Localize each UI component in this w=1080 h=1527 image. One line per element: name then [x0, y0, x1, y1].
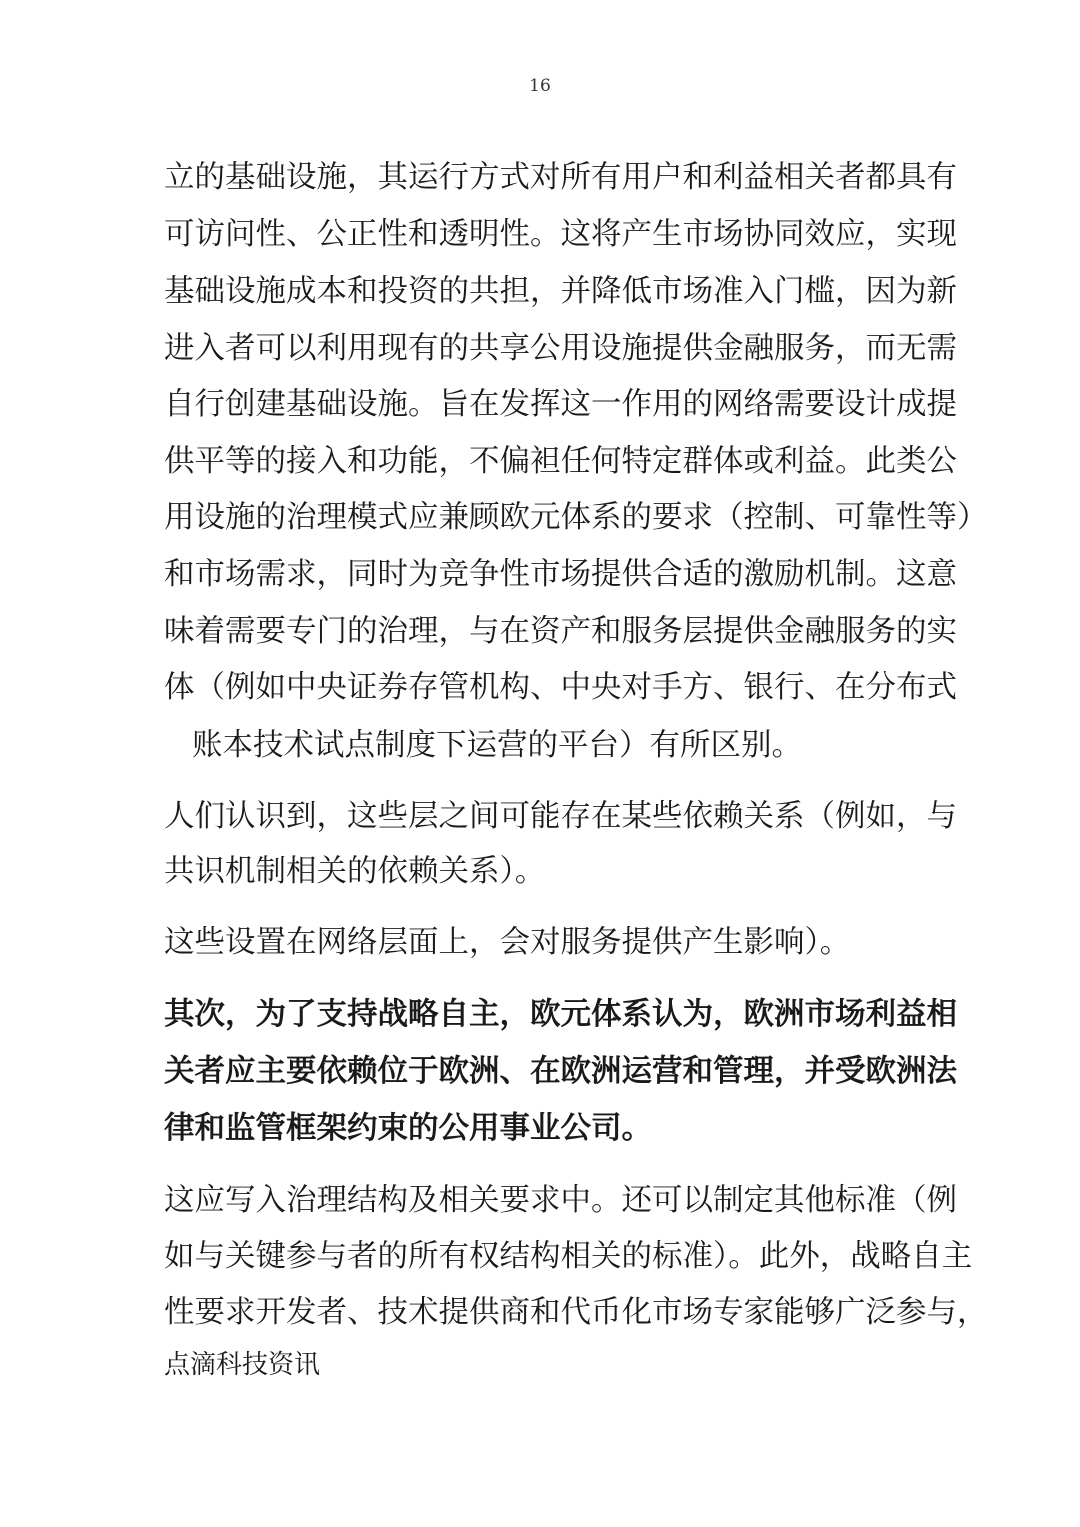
footer-source: 点滴科技资讯 [164, 1350, 321, 1380]
text-line: 这应写入治理结构及相关要求中。还可以制定其他标准（例 [164, 1183, 957, 1218]
text-line: 其次，为了支持战略自主，欧元体系认为，欧洲市场利益相 [164, 997, 957, 1032]
text-line: 体（例如中央证券存管机构、中央对手方、银行、在分布式 [164, 670, 957, 705]
text-line: 性要求开发者、技术提供商和代币化市场专家能够广泛参与， [164, 1295, 988, 1330]
text-line: 用设施的治理模式应兼顾欧元体系的要求（控制、可靠性等） [164, 500, 988, 535]
text-line: 如与关键参与者的所有权结构相关的标准）。此外，战略自主 [164, 1239, 973, 1274]
text-line: 自行创建基础设施。旨在发挥这一作用的网络需要设计成提 [164, 387, 957, 422]
text-line: 和市场需求，同时为竞争性市场提供合适的激励机制。这意 [164, 557, 957, 592]
text-line: 人们认识到，这些层之间可能存在某些依赖关系（例如，与 [164, 799, 957, 834]
text-line: 立的基础设施，其运行方式对所有用户和利益相关者都具有 [164, 160, 957, 195]
text-line: 供平等的接入和功能，不偏袒任何特定群体或利益。此类公 [164, 444, 957, 479]
text-line: 律和监管框架约束的公用事业公司。 [164, 1111, 652, 1146]
text-line: 可访问性、公正性和透明性。这将产生市场协同效应，实现 [164, 217, 957, 252]
text-line: 进入者可以利用现有的共享公用设施提供金融服务，而无需 [164, 331, 957, 366]
text-line: 账本技术试点制度下运营的平台）有所区别。 [192, 728, 802, 763]
text-line: 基础设施成本和投资的共担，并降低市场准入门槛，因为新 [164, 274, 957, 309]
text-line: 关者应主要依赖位于欧洲、在欧洲运营和管理，并受欧洲法 [164, 1054, 957, 1089]
text-line: 共识机制相关的依赖关系）。 [164, 854, 546, 889]
text-line: 味着需要专门的治理，与在资产和服务层提供金融服务的实 [164, 614, 957, 649]
text-line: 这些设置在网络层面上，会对服务提供产生影响）。 [164, 925, 851, 960]
page-number: 16 [529, 76, 551, 96]
